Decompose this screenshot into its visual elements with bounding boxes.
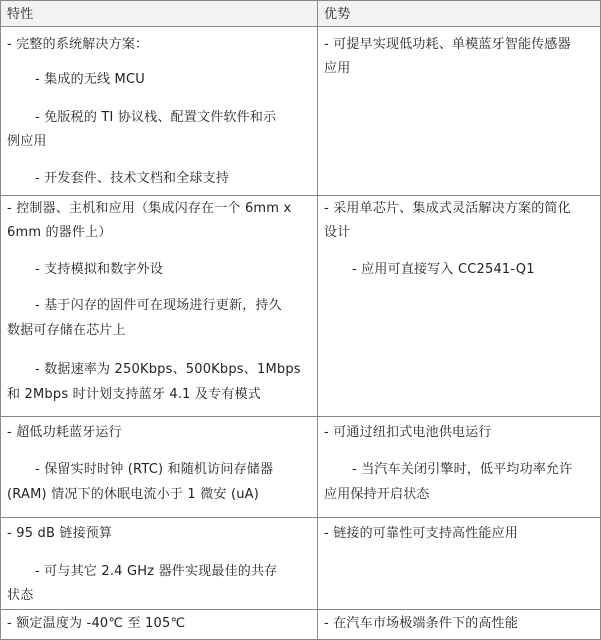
row4-feature-line: 状态 bbox=[7, 588, 34, 603]
row-separator bbox=[0, 517, 601, 518]
row4-feature-line: - 可与其它 2.4 GHz 器件实现最佳的共存 bbox=[35, 564, 278, 579]
row5-feature-line: - 额定温度为 -40℃ 至 105℃ bbox=[7, 616, 186, 631]
row5-benefit-line: - 在汽车市场极端条件下的高性能 bbox=[324, 616, 519, 631]
row2-feature-line: - 基于闪存的固件可在现场进行更新，持久 bbox=[35, 298, 282, 313]
row1-feature-line: - 开发套件、技术文档和全球支持 bbox=[35, 171, 230, 186]
row2-feature-line: - 控制器、主机和应用（集成闪存在一个 6mm x bbox=[7, 201, 292, 216]
row2-feature-line: 和 2Mbps 时计划支持蓝牙 4.1 及专有模式 bbox=[7, 387, 261, 402]
row1-feature-line: - 集成的无线 MCU bbox=[35, 72, 145, 87]
row1-feature-line: 例应用 bbox=[7, 134, 47, 149]
row4-benefit-line: - 链接的可靠性可支持高性能应用 bbox=[324, 526, 519, 541]
row1-feature-line: - 完整的系统解决方案： bbox=[7, 37, 149, 52]
row3-benefit-line: - 可通过纽扣式电池供电运行 bbox=[324, 425, 492, 440]
row3-benefit-line: - 当汽车关闭引擎时，低平均功率允许 bbox=[352, 462, 573, 477]
header-feature: 特性 bbox=[7, 7, 34, 22]
table-border-top bbox=[0, 0, 601, 1]
row1-feature-line: - 免版税的 TI 协议栈、配置文件软件和示 bbox=[35, 110, 277, 125]
row3-feature-line: - 保留实时时钟 (RTC) 和随机访问存储器 bbox=[35, 462, 274, 477]
row2-benefit-line: - 应用可直接写入 CC2541-Q1 bbox=[352, 262, 535, 277]
header-benefit: 优势 bbox=[324, 7, 351, 22]
row2-feature-line: 6mm 的器件上） bbox=[7, 225, 112, 240]
row2-benefit-line: 设计 bbox=[324, 225, 351, 240]
row3-feature-line: (RAM) 情况下的休眠电流小于 1 微安 (uA) bbox=[7, 487, 260, 502]
row1-benefit-line: 应用 bbox=[324, 61, 351, 76]
row2-feature-line: - 支持模拟和数字外设 bbox=[35, 262, 164, 277]
row-separator bbox=[0, 609, 601, 610]
row2-feature-line: - 数据速率为 250Kbps、500Kbps、1Mbps bbox=[35, 362, 301, 377]
table-header-row bbox=[0, 0, 601, 27]
row1-benefit-line: - 可提早实现低功耗、单模蓝牙智能传感器 bbox=[324, 37, 571, 52]
row4-feature-line: - 95 dB 链接预算 bbox=[7, 526, 113, 541]
row2-feature-line: 数据可存储在芯片上 bbox=[7, 323, 126, 338]
row-separator bbox=[0, 416, 601, 417]
row3-feature-line: - 超低功耗蓝牙运行 bbox=[7, 425, 122, 440]
column-separator bbox=[317, 0, 318, 640]
row-separator bbox=[0, 195, 601, 196]
table-border-left bbox=[0, 0, 1, 640]
row2-benefit-line: - 采用单芯片、集成式灵活解决方案的简化 bbox=[324, 201, 571, 216]
row3-benefit-line: 应用保持开启状态 bbox=[324, 487, 430, 502]
